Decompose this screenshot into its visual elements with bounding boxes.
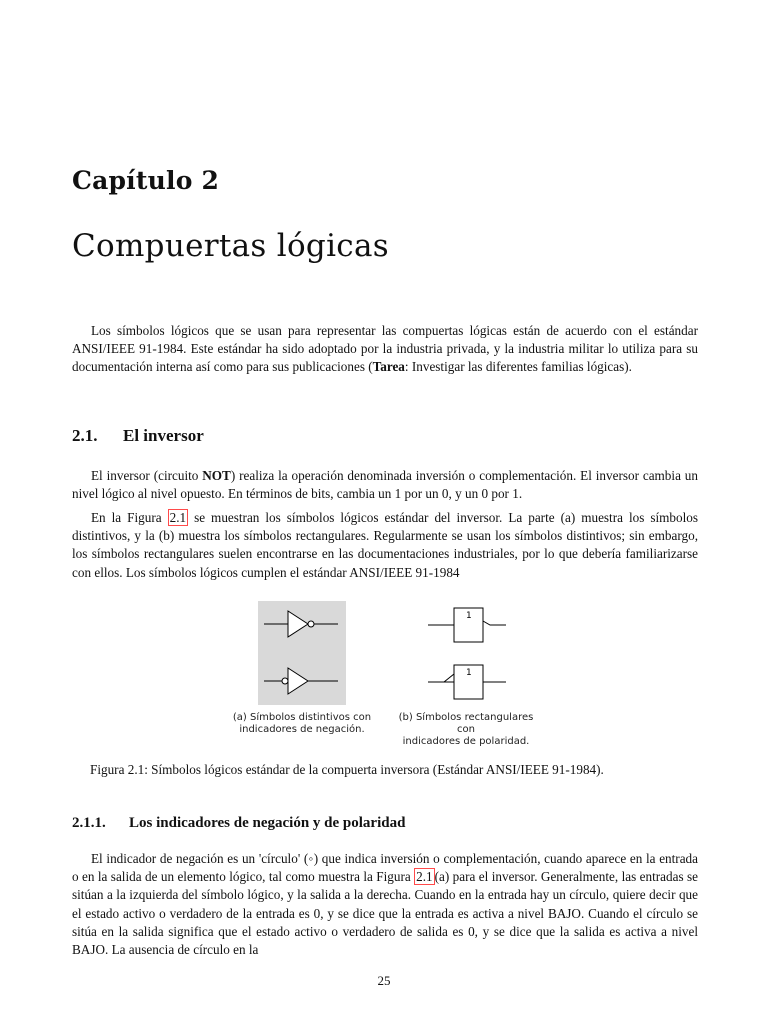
subsection-p1-text-2: (a) para el inversor. Generalmente, las entradas se sitúan a la izquierda del símbolo lógico, y la salida a la derecha. Cuando en la entrada hay un círculo, quiere decir que el estado activo o verdadero de la entrada es 0, y se dice que la entrada es activa a nivel BAJO. Cuando el círculo se sitúa en la salida significa que el estado activo o verdadero de salida es 0, y se dice que la salida es activa a nivel BAJO. La ausencia de círculo en la — [72, 869, 698, 958]
inverter-input-negation-symbol — [264, 668, 338, 694]
section-paragraph-1 — [72, 467, 698, 503]
subsection-number: 2.1.1. — [72, 815, 106, 831]
figure-reference-link[interactable]: 2.1 — [169, 510, 187, 525]
inverter-output-negation-symbol — [264, 611, 338, 637]
section-paragraph-2 — [72, 509, 698, 582]
figure-caption: Figura 2.1: Símbolos lógicos estándar de la compuerta inversora (Estándar ANSI/IEEE 91-1984). — [90, 762, 604, 777]
subsection-paragraph — [72, 850, 698, 959]
subsection-title: Los indicadores de negación y de polaridad — [129, 815, 406, 831]
inverter-symbols-figure — [256, 598, 516, 710]
subcaption-b-line-1: (b) Símbolos rectangulares con — [398, 712, 534, 735]
section-title: El inversor — [123, 426, 204, 445]
subcaption-a-line-1: (a) Símbolos distintivos con — [232, 712, 372, 723]
figure-reference-link[interactable]: 2.1 — [416, 869, 433, 885]
subsection-heading — [72, 815, 405, 832]
section-heading — [72, 426, 204, 446]
section-p1-bold-not: NOT — [202, 468, 231, 483]
subcaption-a-line-2: indicadores de negación. — [239, 724, 365, 735]
page-number: 25 — [377, 973, 391, 988]
section-p2-text-2: se muestran los símbolos lógicos estándar del inversor. La parte (a) muestra los símbolos distintivos, y la (b) muestra los símbolos rectangulares. Regularmente se usan los símbolos distintivos; sin embargo, los símbolos rectangulares suelen encontrarse en las documentaciones industriales, por lo que debería familiarizarse con ellos. Los símbolos lógicos cumplen el estándar ANSI/IEEE 91-1984 — [72, 510, 698, 580]
subsection-p1-text-1: El indicador de negación es un 'círculo' (◦) que indica inversión o complementación, cuando aparece en la entrada o en la salida de un elemento lógico, tal como muestra la Figura — [72, 851, 698, 885]
box-label-bottom: 1 — [466, 668, 472, 678]
subcaption-a — [230, 712, 374, 736]
intro-text-1: Los símbolos lógicos que se usan para representar las compuertas lógicas están de acuerdo con el estándar ANSI/IEEE 91-1984. Este estándar ha sido adoptado por la industria privada, y la industria militar lo utiliza para su documentación interna así como para sus publicaciones ( — [72, 323, 698, 375]
section-p1-text-1: El inversor (circuito — [91, 468, 203, 483]
intro-bold-task: Tarea — [372, 359, 405, 375]
subcaption-b — [394, 712, 538, 748]
chapter-title: Compuertas lógicas — [72, 228, 389, 264]
section-p1-text-2: ) realiza la operación denominada inversión o complementación. El inversor cambia un nivel lógico al nivel opuesto. En términos de bits, cambia un 1 por un 0, y un 0 por 1. — [72, 468, 698, 502]
intro-paragraph — [72, 322, 698, 377]
section-p2-text-1: En la Figura — [91, 510, 168, 525]
section-number: 2.1. — [72, 426, 98, 445]
box-label-top: 1 — [466, 611, 472, 621]
chapter-label: Capítulo 2 — [72, 166, 220, 195]
intro-text-2: : Investigar las diferentes familias lógicas). — [404, 359, 632, 375]
subcaption-b-line-2: indicadores de polaridad. — [402, 736, 530, 747]
